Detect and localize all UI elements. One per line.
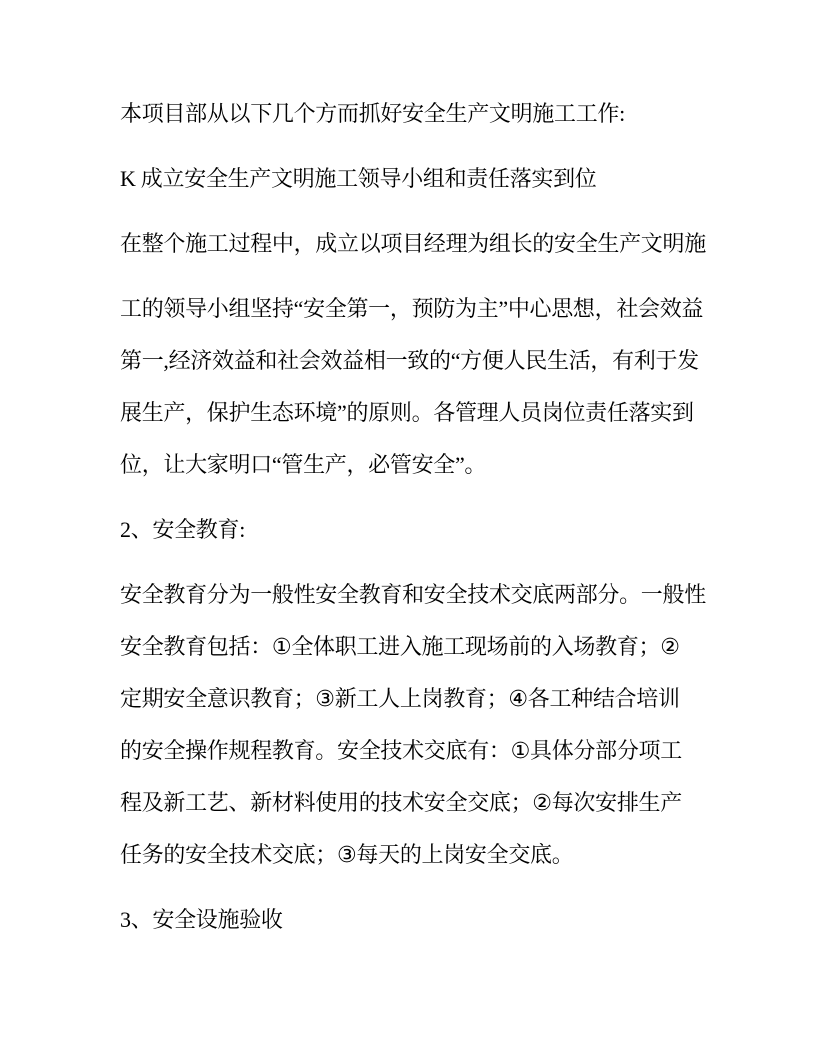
text-line: 2、安全教育: (120, 517, 246, 542)
paragraph-leading-group-body (120, 283, 704, 491)
text-line: 任务的安全技术交底；③每天的上岗安全交底。 (120, 842, 574, 867)
text-line: 定期安全意识教育；③新工人上岗教育；④各工种结合培训 (120, 686, 680, 711)
text-line: 3、安全设施验收 (120, 907, 283, 932)
text-line: 第一,经济效益和社会效益相一致的“方便人民生活，有利于发 (120, 348, 699, 373)
text-line: 安全教育包括：①全体职工进入施工现场前的入场教育；② (120, 634, 680, 659)
text-line: K 成立安全生产文明施工领导小组和责任落实到位 (120, 166, 597, 191)
paragraph-process-intro (120, 218, 706, 270)
text-line: 安全教育分为一般性安全教育和安全技术交底两部分。一般性 (120, 582, 706, 607)
paragraph-leading-group-heading (120, 153, 700, 205)
heading-safety-facility-acceptance (120, 894, 700, 946)
text-line: 展生产，保护生态环境”的原则。各管理人员岗位责任落实到 (120, 400, 694, 425)
text-line: 位，让大家明口“管生产，必管安全”。 (120, 452, 487, 477)
paragraph-safety-education-body (120, 569, 706, 881)
text-line: 的安全操作规程教育。安全技术交底有：①具体分部分项工 (120, 738, 682, 763)
paragraph-intro (120, 88, 700, 140)
heading-safety-education (120, 504, 700, 556)
text-line: 工的领导小组坚持“安全第一，预防为主”中心思想，社会效益 (120, 296, 704, 321)
text-line: 程及新工艺、新材料使用的技术安全交底；②每次安排生产 (120, 790, 682, 815)
text-line: 在整个施工过程中，成立以项目经理为组长的安全生产文明施 (120, 231, 706, 256)
text-line: 本项目部从以下几个方而抓好安全生产文明施工工作: (120, 101, 625, 126)
